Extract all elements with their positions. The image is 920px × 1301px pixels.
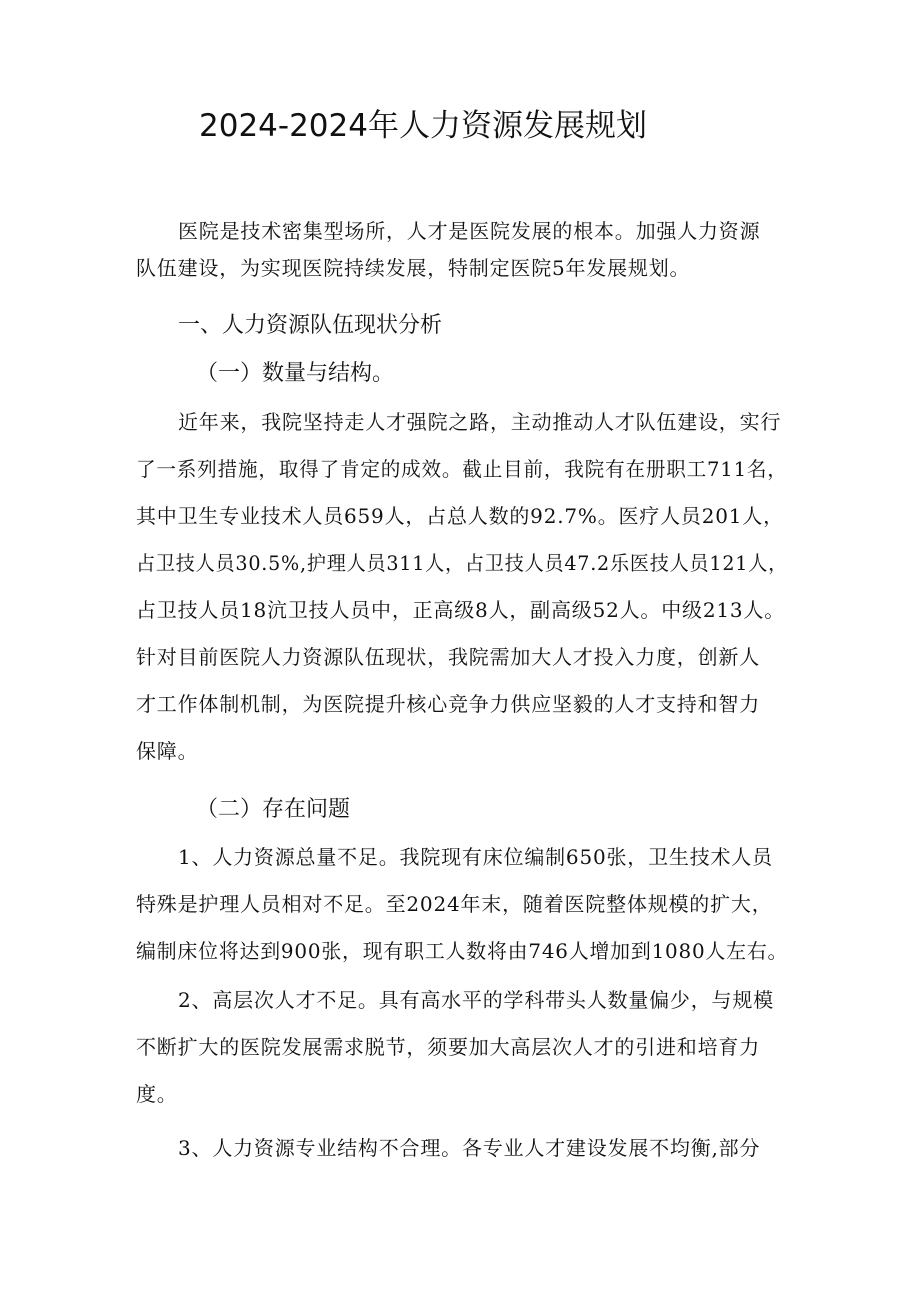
paragraph-line: 医院是技术密集型场所，人才是医院发展的根本。加强人力资源: [178, 219, 761, 243]
paragraph-line: 度。: [136, 1082, 178, 1106]
paragraph-line: 队伍建设，为实现医院持续发展，特制定医院5年发展规划。: [136, 256, 691, 280]
paragraph-line: 近年来，我院坚持走人才强院之路，主动推动人才队伍建设，实行: [178, 410, 782, 434]
paragraph-line: 了一系列措施，取得了肯定的成效。截止目前，我院有在册职工711名，: [136, 457, 788, 481]
paragraph-line: 3、人力资源专业结构不合理。各专业人才建设发展不均衡,部分: [178, 1136, 761, 1160]
issue-3-paragraph: [136, 1132, 788, 1164]
paragraph-line: 1、人力资源总量不足。我院现有床位编制650张，卫生技术人员: [178, 845, 773, 869]
issue-1-paragraph: [136, 841, 788, 967]
intro-paragraph: [136, 215, 788, 284]
paragraph-line: 针对目前医院人力资源队伍现状，我院需加大人才投入力度，创新人: [136, 645, 760, 669]
paragraph-line: 2、高层次人才不足。具有高水平的学科带头人数量偏少，与规模: [178, 988, 774, 1012]
paragraph-line: 编制床位将达到900张，现有职工人数将由746人增加到1080人左右。: [136, 939, 789, 963]
subsection-heading: （二）存在问题: [196, 797, 351, 822]
paragraph-line: 保障。: [136, 739, 199, 763]
section-heading: 一、人力资源队伍现状分析: [178, 313, 443, 338]
quantity-structure-paragraph: [136, 406, 788, 767]
paragraph-line: 才工作体制机制，为医院提升核心竞争力供应坚毅的人才支持和智力: [136, 692, 760, 716]
issue-2-paragraph: [136, 984, 788, 1110]
paragraph-line: 其中卫生专业技术人员659人，占总人数的92.7%。医疗人员201人，: [136, 504, 784, 528]
paragraph-line: 占卫技人员18沆卫技人员中，正高级8人，副高级52人。中级213人。: [136, 598, 785, 622]
paragraph-line: 不断扩大的医院发展需求脱节，须要加大高层次人才的引进和培育力: [136, 1035, 760, 1059]
subsection-heading: （一）数量与结构。: [196, 361, 395, 386]
document-title: 2024-2024年人力资源发展规划: [199, 108, 647, 144]
paragraph-line: 特殊是护理人员相对不足。至2024年末，随着医院整体规模的扩大，: [136, 892, 773, 916]
paragraph-line: 占卫技人员30.5%,护理人员311人，占卫技人员47.2乐医技人员121人，: [136, 551, 788, 575]
